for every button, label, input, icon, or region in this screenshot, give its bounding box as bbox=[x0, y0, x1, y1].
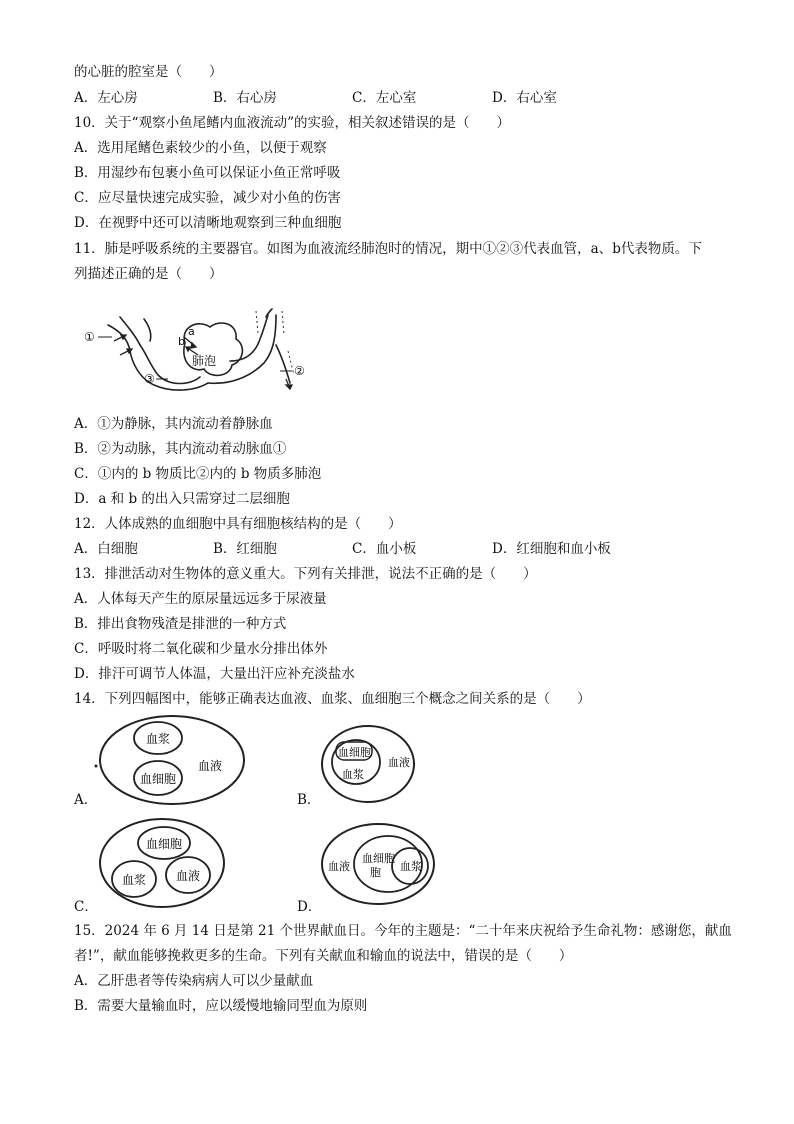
flow-arrowhead-2 bbox=[127, 349, 132, 353]
figure-label-a: a bbox=[188, 325, 195, 338]
q13-option-c: C．呼吸时将二氧化碳和少量水分排出体外 bbox=[74, 641, 328, 657]
diagram-a-outer-circle bbox=[100, 716, 244, 804]
diagram-a-label-3: 血液 bbox=[198, 759, 223, 773]
diagram-b-label-1: 血细胞 bbox=[338, 746, 371, 759]
q10-option-b: B．用湿纱布包裹小鱼可以保证小鱼正常呼吸 bbox=[74, 165, 341, 181]
vessel-2-top bbox=[266, 309, 272, 317]
vessel-texture-1 bbox=[256, 311, 258, 333]
q15-stem-line1: 15．2024 年 6 月 14 日是第 21 个世界献血日。今年的主题是：“二十年来庆祝给予生命礼物：感谢您，献血 bbox=[74, 923, 732, 939]
diagram-a bbox=[90, 712, 250, 808]
diagram-c-label-1: 血细胞 bbox=[146, 837, 183, 851]
vessel-2-outflow bbox=[276, 345, 290, 383]
q10-stem: 10．关于“观察小鱼尾鳍内血液流动”的实验，相关叙述错误的是（ ） bbox=[74, 115, 510, 131]
diagram-d-label-3: 血浆 bbox=[400, 860, 422, 873]
q11-option-a: A．①为静脉，其内流动着静脉血 bbox=[74, 416, 273, 432]
diagram-d-label-2b: 胞 bbox=[370, 866, 381, 879]
figure-label-1: ① bbox=[84, 330, 95, 344]
diagram-d-label-1: 血液 bbox=[328, 860, 350, 873]
figure-label-alveolus: 肺泡 bbox=[192, 354, 217, 368]
diagram-a-label-1: 血浆 bbox=[146, 732, 171, 746]
q13-option-b: B．排出食物残渣是排泄的一种方式 bbox=[74, 616, 287, 632]
q12-option-d: D．红细胞和血小板 bbox=[492, 541, 611, 557]
q15-stem-line2: 者!”，献血能够挽救更多的生命。下列有关献血和输血的说法中，错误的是（ ） bbox=[74, 948, 573, 964]
alveolus-blood-flow-figure bbox=[80, 305, 320, 395]
diagram-d-label-2: 血细胞 bbox=[362, 852, 395, 865]
q11-option-b: B．②为动脉，其内流动着动脉血① bbox=[74, 441, 287, 457]
flow-arrowhead-out bbox=[286, 385, 292, 389]
q10-option-a: A．选用尾鳍色素较少的小鱼，以便于观察 bbox=[74, 140, 327, 156]
q9-option-b: B．右心房 bbox=[213, 90, 277, 106]
q11-stem-line1: 11．肺是呼吸系统的主要器官。如图为血液流经肺泡时的情况，期中①②③代表血管，a、b代表物质。下 bbox=[74, 241, 702, 257]
diagram-c bbox=[96, 815, 228, 911]
q12-stem: 12．人体成熟的血细胞中具有细胞核结构的是（ ） bbox=[74, 516, 402, 532]
q14-option-c: C． bbox=[74, 899, 98, 915]
q14-option-b: B． bbox=[297, 792, 321, 808]
exchange-arrowhead-b bbox=[186, 347, 190, 351]
figure-label-b: b bbox=[178, 335, 185, 348]
q9-option-d: D．右心室 bbox=[492, 90, 557, 106]
q13-option-a: A．人体每天产生的原尿量远远多于尿液量 bbox=[74, 591, 327, 607]
vessel-branch-upper bbox=[120, 317, 140, 345]
q14-option-a: A． bbox=[74, 792, 98, 808]
exchange-arrowhead-a bbox=[191, 343, 196, 348]
q14-stem: 14．下列四幅图中，能够正确表达血液、血浆、血细胞三个概念之间关系的是（ ） bbox=[74, 691, 591, 707]
diagram-c-label-3: 血液 bbox=[176, 869, 201, 883]
q11-option-c: C．①内的 b 物质比②内的 b 物质多肺泡 bbox=[74, 466, 322, 482]
q14-option-d: D． bbox=[297, 899, 322, 915]
diagram-c-label-2: 血浆 bbox=[122, 873, 147, 887]
q10-option-c: C．应尽量快速完成实验，减少对小鱼的伤害 bbox=[74, 190, 341, 206]
q15-option-b: B．需要大量输血时，应以缓慢地输同型血为原则 bbox=[74, 998, 368, 1014]
q11-stem-line2: 列描述正确的是（ ） bbox=[74, 266, 223, 282]
q9-option-a: A．左心房 bbox=[74, 90, 138, 106]
vessel-branch-top bbox=[144, 319, 151, 341]
q9-option-c: C．左心室 bbox=[352, 90, 417, 106]
diagram-b-label-2: 血浆 bbox=[342, 768, 364, 781]
diagram-b-label-3: 血液 bbox=[388, 756, 410, 769]
diagram-d bbox=[318, 820, 442, 908]
diagram-b bbox=[318, 722, 418, 806]
q10-option-d: D．在视野中还可以清晰地观察到三种血细胞 bbox=[74, 215, 342, 231]
q13-option-d: D．排汗可调节人体温，大量出汗应补充淡盐水 bbox=[74, 666, 355, 682]
q12-option-b: B．红细胞 bbox=[213, 541, 277, 557]
q12-option-c: C．血小板 bbox=[352, 541, 417, 557]
figure-label-3: ③ bbox=[144, 372, 155, 386]
diagram-a-label-2: 血细胞 bbox=[140, 772, 177, 786]
q13-stem: 13．排泄活动对生物体的意义重大。下列有关排泄，说法不正确的是（ ） bbox=[74, 566, 537, 582]
vessel-texture-2 bbox=[282, 311, 284, 335]
q12-option-a: A．白细胞 bbox=[74, 541, 138, 557]
q11-option-d: D．a 和 b 的出入只需穿过二层细胞 bbox=[74, 491, 290, 507]
diagram-a-dot bbox=[95, 765, 98, 768]
figure-label-2: ② bbox=[294, 364, 305, 378]
q15-option-a: A．乙肝患者等传染病病人可以少量献血 bbox=[74, 973, 314, 989]
q9-stem: 的心脏的腔室是（ ） bbox=[74, 64, 223, 80]
